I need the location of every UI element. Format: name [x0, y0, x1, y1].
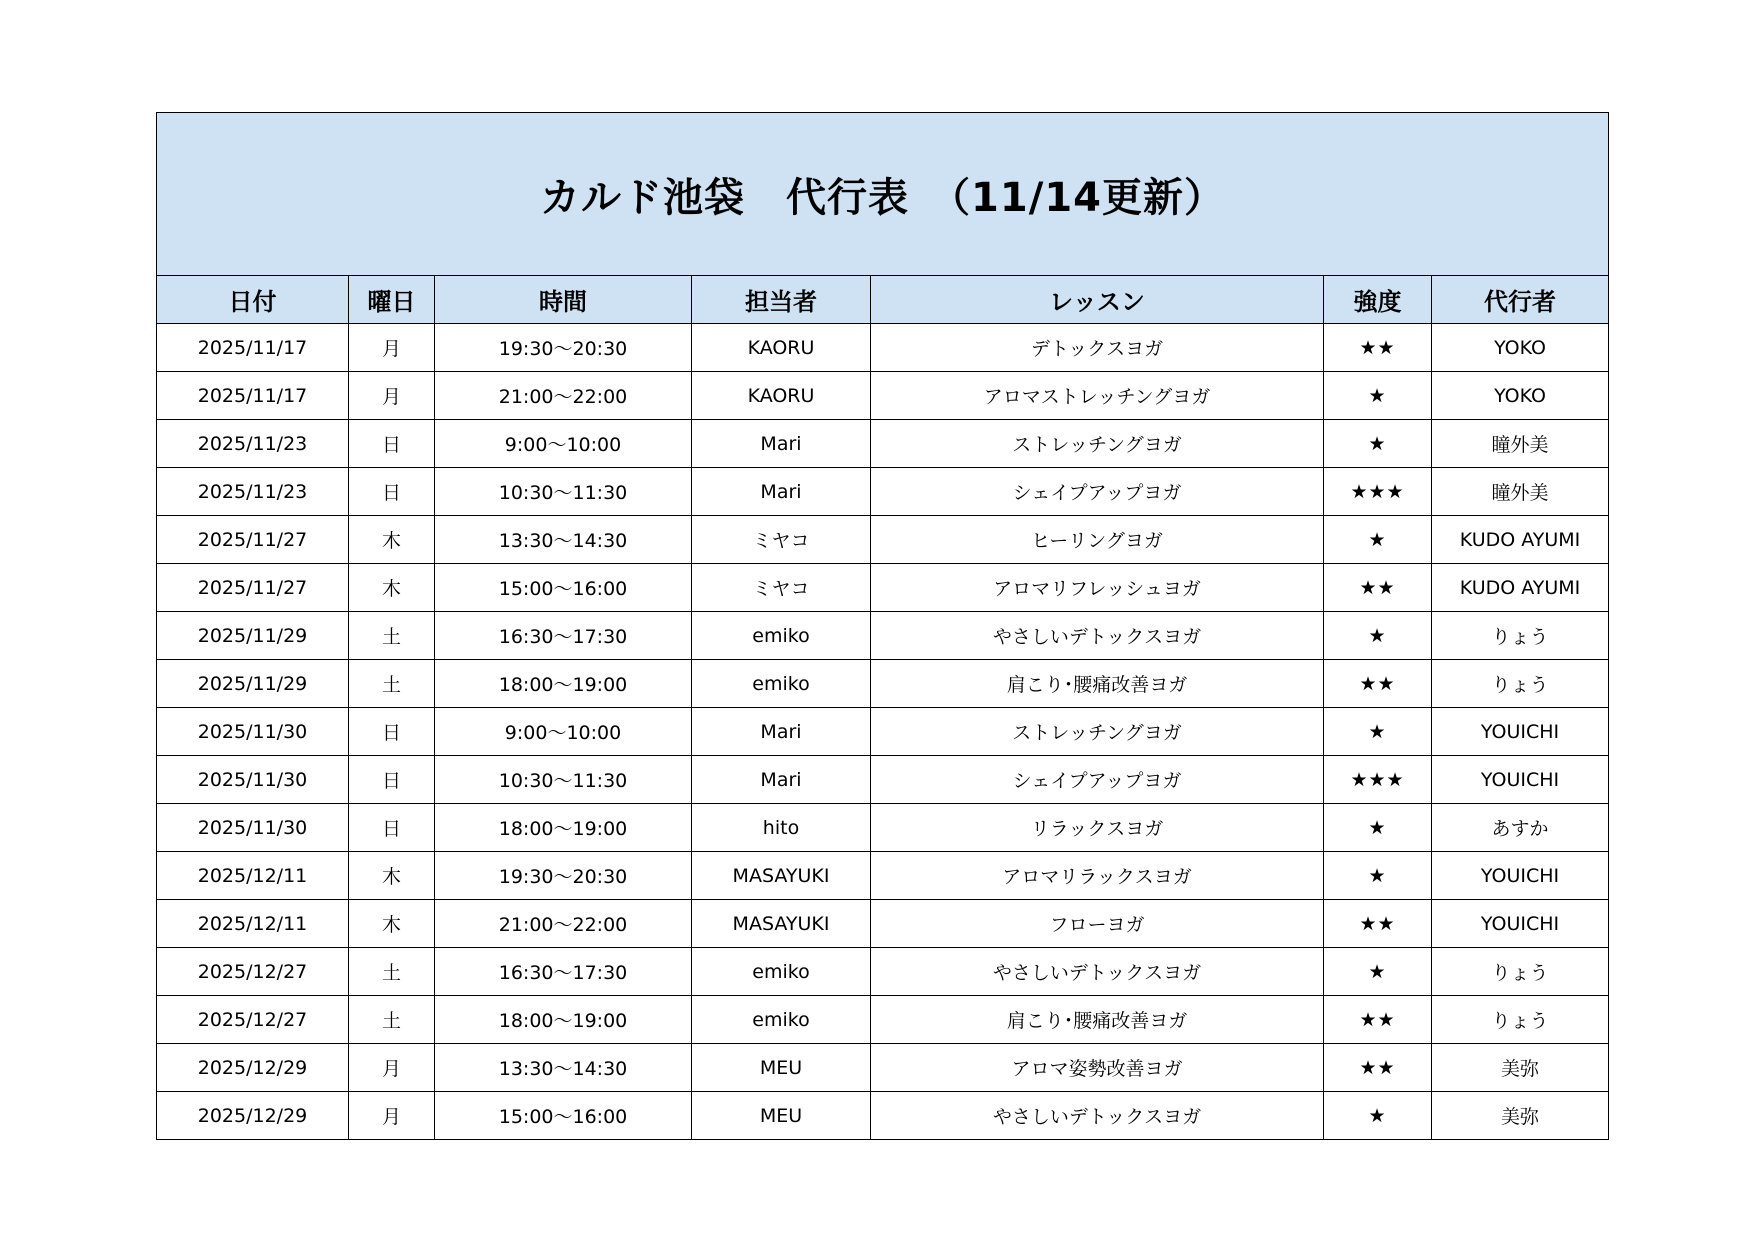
cell-instructor: Mari [692, 468, 871, 516]
cell-lesson: 肩こり･腰痛改善ヨガ [871, 660, 1324, 708]
cell-lesson: アロマリラックスヨガ [871, 852, 1324, 900]
cell-weekday: 木 [349, 516, 435, 564]
cell-intensity: ★ [1324, 612, 1432, 660]
cell-weekday: 木 [349, 852, 435, 900]
cell-intensity: ★ [1324, 804, 1432, 852]
table-row [157, 420, 1609, 468]
cell-lesson: 肩こり･腰痛改善ヨガ [871, 996, 1324, 1044]
cell-date: 2025/11/27 [157, 516, 349, 564]
cell-substitute: 瞳外美 [1432, 468, 1609, 516]
cell-substitute: YOUICHI [1432, 852, 1609, 900]
cell-substitute: YOUICHI [1432, 756, 1609, 804]
table-row [157, 660, 1609, 708]
cell-instructor: ミヤコ [692, 516, 871, 564]
cell-lesson: アロマ姿勢改善ヨガ [871, 1044, 1324, 1092]
cell-intensity: ★★ [1324, 564, 1432, 612]
cell-date: 2025/11/23 [157, 468, 349, 516]
cell-substitute: 美弥 [1432, 1092, 1609, 1140]
column-header-instructor: 担当者 [692, 276, 871, 324]
cell-substitute: りょう [1432, 660, 1609, 708]
cell-date: 2025/11/29 [157, 612, 349, 660]
cell-intensity: ★★ [1324, 996, 1432, 1044]
cell-substitute: YOUICHI [1432, 708, 1609, 756]
cell-date: 2025/12/11 [157, 852, 349, 900]
cell-date: 2025/12/27 [157, 996, 349, 1044]
cell-substitute: りょう [1432, 948, 1609, 996]
cell-lesson: アロマストレッチングヨガ [871, 372, 1324, 420]
cell-date: 2025/11/27 [157, 564, 349, 612]
cell-time: 18:00〜19:00 [435, 660, 692, 708]
cell-date: 2025/12/27 [157, 948, 349, 996]
cell-substitute: 瞳外美 [1432, 420, 1609, 468]
cell-substitute: YOUICHI [1432, 900, 1609, 948]
cell-time: 9:00〜10:00 [435, 420, 692, 468]
cell-date: 2025/11/17 [157, 372, 349, 420]
column-header-date: 日付 [157, 276, 349, 324]
cell-time: 16:30〜17:30 [435, 948, 692, 996]
table-row [157, 900, 1609, 948]
cell-lesson: アロマリフレッシュヨガ [871, 564, 1324, 612]
cell-time: 21:00〜22:00 [435, 900, 692, 948]
cell-weekday: 月 [349, 1092, 435, 1140]
cell-weekday: 日 [349, 804, 435, 852]
cell-date: 2025/11/30 [157, 804, 349, 852]
cell-time: 13:30〜14:30 [435, 516, 692, 564]
cell-substitute: YOKO [1432, 324, 1609, 372]
table-row [157, 948, 1609, 996]
cell-lesson: デトックスヨガ [871, 324, 1324, 372]
table-row [157, 1092, 1609, 1140]
table-row [157, 372, 1609, 420]
cell-date: 2025/12/29 [157, 1044, 349, 1092]
cell-substitute: KUDO AYUMI [1432, 564, 1609, 612]
column-header-substitute: 代行者 [1432, 276, 1609, 324]
cell-weekday: 日 [349, 708, 435, 756]
table-row [157, 804, 1609, 852]
cell-substitute: りょう [1432, 612, 1609, 660]
cell-time: 16:30〜17:30 [435, 612, 692, 660]
cell-substitute: あすか [1432, 804, 1609, 852]
cell-substitute: KUDO AYUMI [1432, 516, 1609, 564]
cell-substitute: YOKO [1432, 372, 1609, 420]
cell-weekday: 木 [349, 564, 435, 612]
cell-instructor: Mari [692, 420, 871, 468]
cell-intensity: ★ [1324, 708, 1432, 756]
cell-weekday: 土 [349, 660, 435, 708]
cell-instructor: ミヤコ [692, 564, 871, 612]
cell-intensity: ★★ [1324, 324, 1432, 372]
column-header-intensity: 強度 [1324, 276, 1432, 324]
cell-time: 13:30〜14:30 [435, 1044, 692, 1092]
cell-weekday: 木 [349, 900, 435, 948]
column-header-lesson: レッスン [871, 276, 1324, 324]
cell-intensity: ★★ [1324, 660, 1432, 708]
cell-substitute: りょう [1432, 996, 1609, 1044]
cell-weekday: 土 [349, 948, 435, 996]
cell-instructor: hito [692, 804, 871, 852]
cell-time: 10:30〜11:30 [435, 756, 692, 804]
cell-lesson: ヒーリングヨガ [871, 516, 1324, 564]
cell-instructor: emiko [692, 996, 871, 1044]
cell-instructor: emiko [692, 612, 871, 660]
cell-weekday: 土 [349, 996, 435, 1044]
cell-intensity: ★ [1324, 516, 1432, 564]
cell-intensity: ★★★ [1324, 756, 1432, 804]
cell-weekday: 月 [349, 372, 435, 420]
cell-instructor: Mari [692, 708, 871, 756]
cell-weekday: 日 [349, 756, 435, 804]
cell-time: 10:30〜11:30 [435, 468, 692, 516]
page-title: カルド池袋 代行表 （11/14更新） [157, 113, 1609, 276]
cell-date: 2025/11/30 [157, 756, 349, 804]
table-row [157, 564, 1609, 612]
cell-date: 2025/12/11 [157, 900, 349, 948]
cell-lesson: シェイプアップヨガ [871, 756, 1324, 804]
cell-substitute: 美弥 [1432, 1044, 1609, 1092]
cell-weekday: 土 [349, 612, 435, 660]
table-row [157, 516, 1609, 564]
cell-lesson: シェイプアップヨガ [871, 468, 1324, 516]
cell-time: 18:00〜19:00 [435, 804, 692, 852]
cell-date: 2025/12/29 [157, 1092, 349, 1140]
cell-weekday: 日 [349, 420, 435, 468]
column-header-time: 時間 [435, 276, 692, 324]
cell-instructor: MASAYUKI [692, 852, 871, 900]
cell-weekday: 月 [349, 1044, 435, 1092]
cell-intensity: ★★ [1324, 900, 1432, 948]
cell-lesson: やさしいデトックスヨガ [871, 612, 1324, 660]
cell-instructor: KAORU [692, 372, 871, 420]
column-header-weekday: 曜日 [349, 276, 435, 324]
cell-weekday: 日 [349, 468, 435, 516]
cell-intensity: ★ [1324, 420, 1432, 468]
cell-intensity: ★ [1324, 948, 1432, 996]
cell-time: 9:00〜10:00 [435, 708, 692, 756]
table-row [157, 612, 1609, 660]
cell-lesson: ストレッチングヨガ [871, 708, 1324, 756]
table-row [157, 756, 1609, 804]
cell-instructor: Mari [692, 756, 871, 804]
cell-time: 18:00〜19:00 [435, 996, 692, 1044]
header-row [157, 276, 1609, 324]
cell-intensity: ★★★ [1324, 468, 1432, 516]
cell-instructor: KAORU [692, 324, 871, 372]
cell-time: 19:30〜20:30 [435, 324, 692, 372]
cell-lesson: フローヨガ [871, 900, 1324, 948]
cell-lesson: リラックスヨガ [871, 804, 1324, 852]
cell-time: 19:30〜20:30 [435, 852, 692, 900]
cell-instructor: MEU [692, 1044, 871, 1092]
table-row [157, 852, 1609, 900]
cell-instructor: MEU [692, 1092, 871, 1140]
substitute-schedule-table [156, 112, 1609, 1140]
cell-lesson: ストレッチングヨガ [871, 420, 1324, 468]
cell-instructor: emiko [692, 660, 871, 708]
table-row [157, 468, 1609, 516]
cell-lesson: やさしいデトックスヨガ [871, 948, 1324, 996]
cell-instructor: MASAYUKI [692, 900, 871, 948]
table-row [157, 1044, 1609, 1092]
cell-lesson: やさしいデトックスヨガ [871, 1092, 1324, 1140]
cell-date: 2025/11/23 [157, 420, 349, 468]
cell-time: 15:00〜16:00 [435, 1092, 692, 1140]
cell-date: 2025/11/29 [157, 660, 349, 708]
cell-time: 21:00〜22:00 [435, 372, 692, 420]
cell-intensity: ★ [1324, 852, 1432, 900]
table-row [157, 708, 1609, 756]
cell-intensity: ★ [1324, 372, 1432, 420]
cell-instructor: emiko [692, 948, 871, 996]
table-row [157, 324, 1609, 372]
cell-time: 15:00〜16:00 [435, 564, 692, 612]
cell-date: 2025/11/30 [157, 708, 349, 756]
cell-date: 2025/11/17 [157, 324, 349, 372]
cell-intensity: ★★ [1324, 1044, 1432, 1092]
cell-intensity: ★ [1324, 1092, 1432, 1140]
table-row [157, 996, 1609, 1044]
cell-weekday: 月 [349, 324, 435, 372]
